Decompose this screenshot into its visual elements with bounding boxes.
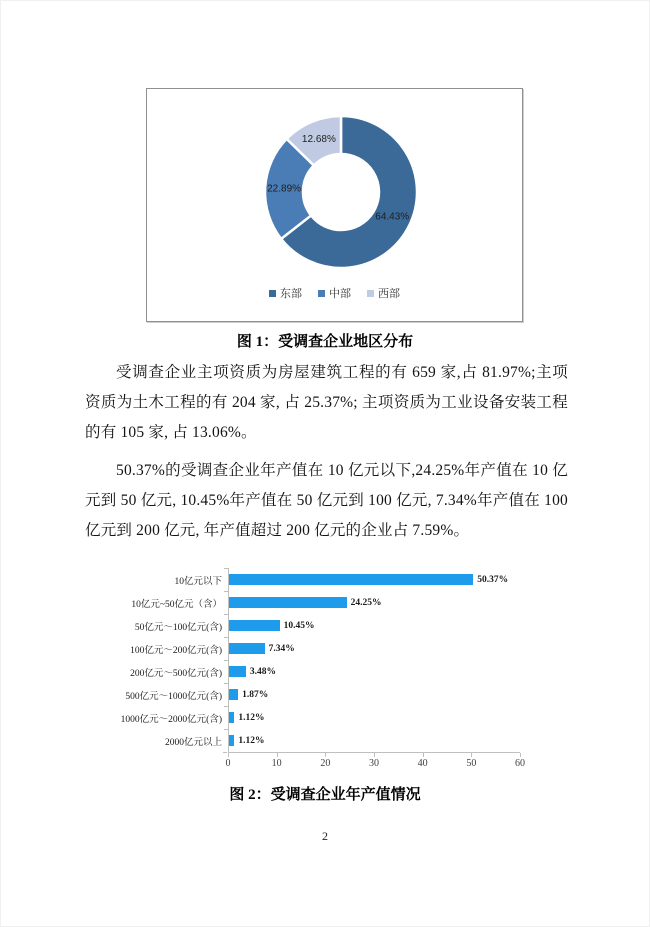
legend-label: 中部 (329, 288, 351, 300)
x-tick-mark (520, 753, 521, 757)
bar-row (106, 706, 520, 729)
bar (229, 643, 265, 654)
donut-value-label: 22.89% (267, 183, 302, 195)
bar-row (106, 614, 520, 637)
bar-plot-area (228, 568, 520, 591)
x-tick-mark (471, 753, 472, 757)
x-axis (225, 752, 525, 773)
legend-label: 东部 (280, 288, 302, 300)
bar (229, 666, 246, 677)
donut-value-label: 64.43% (375, 211, 410, 223)
bar-value-label: 1.87% (242, 689, 269, 700)
legend-item (318, 285, 351, 301)
x-tick-label: 50 (466, 758, 477, 769)
bar (229, 689, 238, 700)
legend-item (269, 285, 302, 301)
bar (229, 574, 473, 585)
bar (229, 735, 234, 746)
bar-plot-area (228, 683, 520, 706)
legend-label: 西部 (378, 288, 400, 300)
bar-category-label: 200亿元～500亿元(含) (130, 668, 222, 679)
x-tick-mark (423, 753, 424, 757)
bar-plot-area (228, 729, 520, 752)
legend-swatch-icon (318, 290, 325, 297)
bar-category-label: 100亿元～200亿元(含) (130, 645, 222, 656)
donut-value-label: 12.68% (301, 134, 336, 146)
figure-region-distribution (0, 88, 650, 352)
bar-category-label: 10亿元以下 (174, 576, 222, 587)
bar-row (106, 591, 520, 614)
x-tick-mark (277, 753, 278, 757)
bar-value-label: 50.37% (477, 574, 509, 585)
bar-category-label: 1000亿元～2000亿元(含) (120, 714, 222, 725)
paragraph-qualifications: 受调查企业主项资质为房屋建筑工程的有 659 家,占 81.97%;主项资质为土木工程的有 204 家, 占 25.37%; 主项资质为工业设备安装工程的有 105 家, 占 13.06%。 (85, 364, 568, 441)
bar-plot-area (228, 706, 520, 729)
x-tick-mark (374, 753, 375, 757)
donut-chart (146, 88, 523, 322)
bar-category-label: 50亿元～100亿元(含) (134, 622, 222, 633)
legend-item (367, 285, 400, 301)
legend-swatch-icon (269, 290, 276, 297)
page-number: 2 (322, 829, 328, 843)
bar-row (106, 637, 520, 660)
bar-plot-area (228, 614, 520, 637)
bar (229, 620, 280, 631)
bar-row (106, 660, 520, 683)
bar (229, 597, 347, 608)
bar-plot-area (228, 637, 520, 660)
bar-row (106, 683, 520, 706)
x-tick-label: 10 (271, 758, 282, 769)
bar-value-label: 3.48% (249, 666, 276, 677)
donut-legend (147, 285, 522, 301)
bar-plot-area (228, 660, 520, 683)
bar-category-label: 10亿元~50亿元（含） (131, 599, 222, 610)
figure-output-value (0, 568, 650, 805)
x-tick-label: 0 (225, 758, 231, 769)
figure1-caption: 图 1：受调查企业地区分布 (236, 334, 414, 350)
bar-value-label: 24.25% (350, 597, 382, 608)
bar-category-label: 2000亿元以上 (164, 737, 222, 748)
bar-category-label: 500亿元～1000亿元(含) (125, 691, 222, 702)
bar-value-label: 1.12% (238, 735, 265, 746)
paragraph-output-value: 50.37%的受调查企业年产值在 10 亿元以下,24.25%年产值在 10 亿元到 50 亿元, 10.45%年产值在 50 亿元到 100 亿元, 7.34%年产值在 100 亿元到 200 亿元, 年产值超过 200 亿元的企业占 7.59%。 (85, 462, 568, 539)
x-tick-mark (228, 753, 229, 757)
bar-rows (106, 568, 520, 752)
x-tick-label: 40 (417, 758, 428, 769)
bar-row (106, 568, 520, 591)
x-tick-label: 60 (515, 758, 525, 769)
bar-value-label: 1.12% (238, 712, 265, 723)
bar-plot-area (228, 591, 520, 614)
x-tick-mark (325, 753, 326, 757)
x-tick-label: 30 (369, 758, 379, 769)
legend-swatch-icon (367, 290, 374, 297)
bar-row (106, 729, 520, 752)
bar-value-label: 7.34% (268, 643, 295, 654)
bar-value-label: 10.45% (283, 620, 315, 631)
bar-chart (106, 568, 525, 773)
bar (229, 712, 234, 723)
figure2-caption: 图 2：受调查企业年产值情况 (229, 787, 421, 803)
x-tick-label: 20 (320, 758, 331, 769)
